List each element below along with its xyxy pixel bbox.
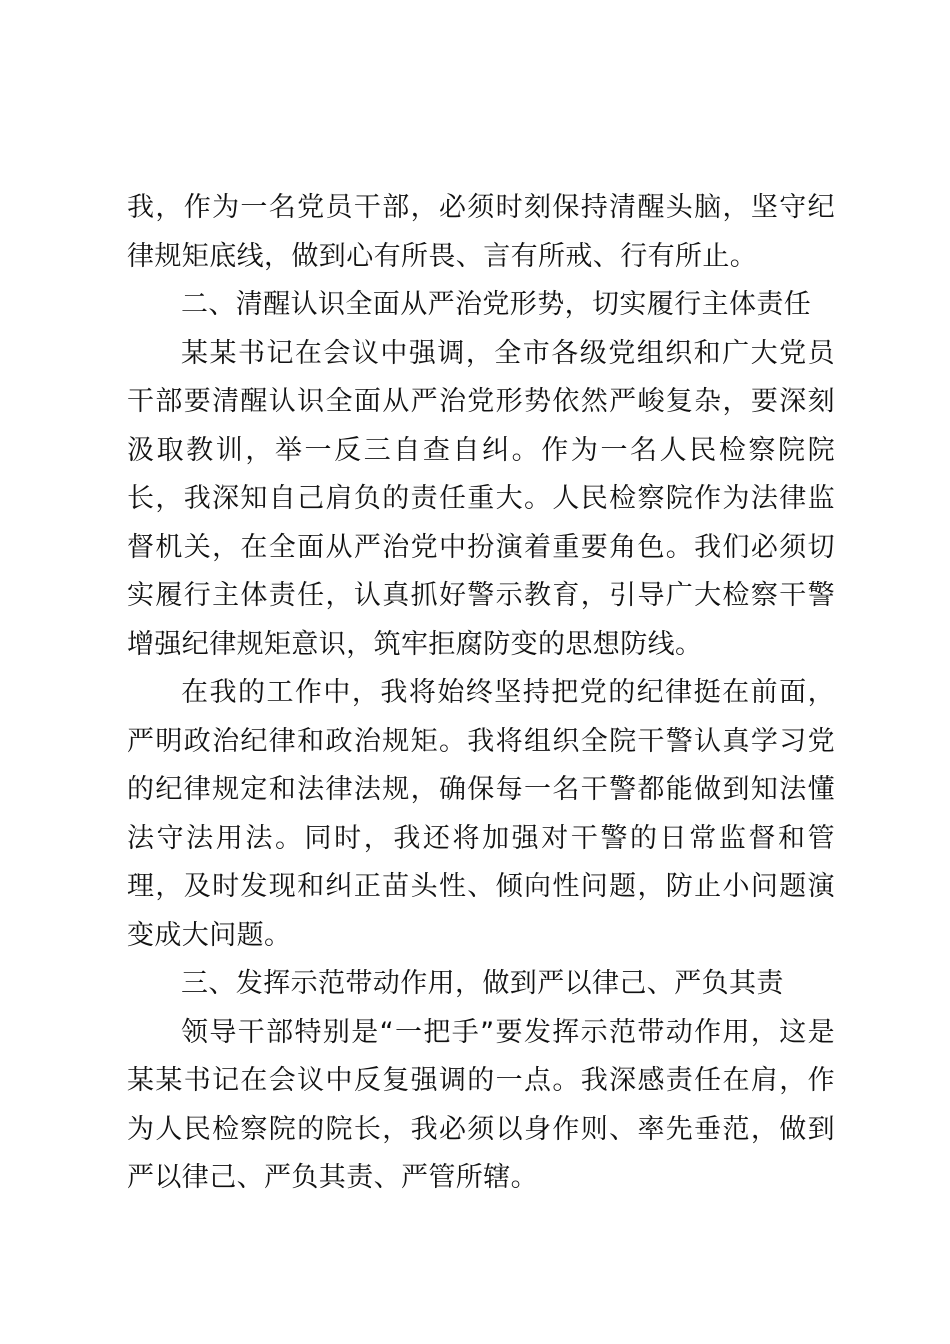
paragraph-work-discipline: 在我的工作中，我将始终坚持把党的纪律挺在前面，严明政治纪律和政治规矩。我将组织全院干警认真学习党的纪律规定和法律法规，确保每一名干警都能做到知法懂法守法用法。同时，我还将加强对干警的日常监督和管理，及时发现和纠正苗头性、倾向性问题，防止小问题演变成大问题。 [127, 677, 835, 951]
section-heading-three: 三、发挥示范带动作用，做到严以律己、严负其责 [181, 968, 784, 999]
section-heading-two: 二、清醒认识全面从严治党形势，切实履行主体责任 [181, 289, 812, 320]
paragraph-leading-example: 领导干部特别是“一把手”要发挥示范带动作用，这是某某书记在会议中反复强调的一点。我深感责任在肩，作为人民检察院的院长，我必须以身作则、率先垂范，做到严以律己、严负其责、严管所辖。 [127, 1016, 835, 1193]
paragraph-continuation: 我，作为一名党员干部，必须时刻保持清醒头脑，坚守纪律规矩底线，做到心有所畏、言有所戒、行有所止。 [127, 192, 835, 272]
document-body [127, 184, 835, 1203]
paragraph-strict-governance: 某某书记在会议中强调，全市各级党组织和广大党员干部要清醒认识全面从严治党形势依然严峻复杂，要深刻汲取教训，举一反三自查自纠。作为一名人民检察院院长，我深知自己肩负的责任重大。人民检察院作为法律监督机关，在全面从严治党中扮演着重要角色。我们必须切实履行主体责任，认真抓好警示教育，引导广大检察干警增强纪律规矩意识，筑牢拒腐防变的思想防线。 [127, 337, 835, 660]
